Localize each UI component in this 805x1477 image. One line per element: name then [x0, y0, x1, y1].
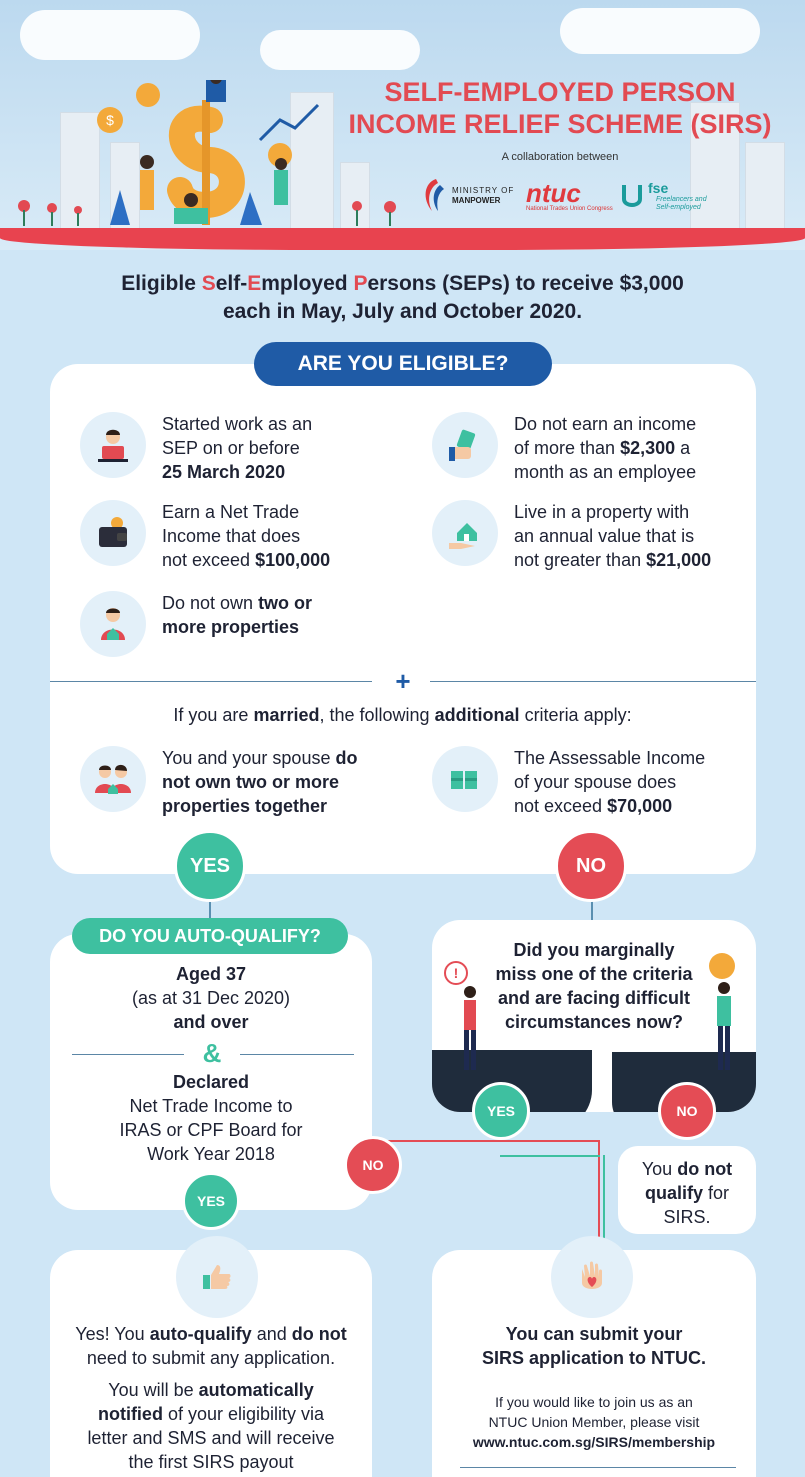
criterion-start-date: Started work as an SEP on or before 25 March 2020	[80, 412, 410, 484]
criterion-spouse-properties: You and your spouse do not own two or more properties together	[80, 746, 410, 818]
laptop-worker-icon	[80, 412, 146, 478]
criterion-annual-value: Live in a property with an annual value that is not greater than $21,000	[432, 500, 762, 572]
hand-heart-icon	[572, 1257, 612, 1297]
no-badge: NO	[555, 830, 627, 902]
intro-line2: each in May, July and October 2020.	[222, 300, 583, 323]
mom-line: MINISTRY OF	[452, 186, 515, 195]
connector-line	[500, 1155, 600, 1157]
criterion-spouse-income: The Assessable Income of your spouse does not exceed $70,000	[432, 746, 762, 818]
eligibility-heading: ARE YOU ELIGIBLE?	[254, 342, 552, 386]
criterion-employee-income: Do not earn an income of more than $2,300 a month as an employee	[432, 412, 762, 484]
marginal-question: Did you marginally miss one of the criteria and are facing difficult circumstances now?	[495, 940, 693, 1032]
divider-line	[430, 681, 756, 682]
fse-subtitle: Freelancers and	[656, 196, 707, 203]
married-note: If you are married, the following additional criteria apply:	[173, 705, 632, 725]
marginal-no-badge: NO	[658, 1082, 716, 1140]
connector-line	[360, 1140, 598, 1142]
svg-text:!: !	[453, 965, 459, 981]
cloud	[560, 8, 760, 54]
building	[745, 142, 785, 232]
thumbs-up-icon	[197, 1257, 237, 1297]
thumbs-up-badge	[176, 1236, 258, 1318]
fse-wordmark: fse	[648, 180, 669, 196]
svg-text:$: $	[106, 112, 114, 128]
marginal-yes-badge: YES	[472, 1082, 530, 1140]
divider-line	[460, 1467, 736, 1468]
title-line: SELF-EMPLOYED PERSON	[384, 77, 736, 107]
title-line: INCOME RELIEF SCHEME (SIRS)	[348, 109, 772, 139]
divider-line	[240, 1054, 354, 1055]
mom-line: MANPOWER	[452, 196, 501, 205]
couple-house-icon	[80, 746, 146, 812]
ntuc-subtitle: National Trades Union Congress	[526, 206, 613, 212]
cloud	[20, 10, 200, 60]
collab-text: A collaboration between	[501, 151, 619, 163]
criterion-properties: Do not own two or more properties	[80, 591, 410, 657]
hand-heart-badge	[551, 1236, 633, 1318]
yes-badge: YES	[174, 830, 246, 902]
submit-heading: You can submit your SIRS application to NTUC.	[481, 1324, 706, 1368]
flowers-illustration	[12, 198, 92, 228]
auto-no-badge: NO	[344, 1136, 402, 1194]
mom-emblem-icon	[418, 177, 448, 215]
criterion-net-trade-income: Earn a Net Trade Income that does not exceed $100,000	[80, 500, 410, 572]
ntuc-wordmark: ntuc	[526, 178, 581, 208]
people-dollar-illustration	[90, 80, 340, 240]
wallet-icon	[80, 500, 146, 566]
house-hand-icon	[432, 500, 498, 566]
membership-link[interactable]: www.ntuc.com.sg/SIRS/membership	[472, 1434, 716, 1450]
header-banner	[0, 0, 805, 250]
plus-icon: +	[395, 666, 411, 696]
fse-subtitle: Self-employed	[656, 204, 701, 211]
flowers-illustration	[345, 198, 415, 228]
divider-line	[50, 681, 372, 682]
fse-emblem-icon	[620, 181, 644, 211]
page-title	[330, 76, 790, 140]
auto-qualify-heading: DO YOU AUTO-QUALIFY?	[72, 918, 348, 954]
money-stack-icon	[432, 746, 498, 812]
membership-note: If you would like to join us as an NTUC Union Member, please visit www.ntuc.com.sg/SIRS/membership	[472, 1394, 716, 1450]
ampersand: &	[202, 1038, 222, 1068]
age-criterion: Aged 37 (as at 31 Dec 2020) and over	[131, 964, 291, 1032]
cloud	[260, 30, 420, 70]
not-qualify-text: You do not qualify for SIRS.	[641, 1159, 733, 1227]
intro-text: Eligible Self-Employed Persons (SEPs) to receive $3,000 each in May, July and October 2020.	[60, 270, 745, 326]
auto-yes-badge: YES	[182, 1172, 240, 1230]
person-house-icon	[80, 591, 146, 657]
divider-line	[72, 1054, 184, 1055]
cash-hand-icon	[432, 412, 498, 478]
red-ground-strip	[0, 228, 805, 250]
declared-criterion: Declared Net Trade Income to IRAS or CPF Board for Work Year 2018	[119, 1072, 303, 1164]
ntuc-logo	[526, 176, 613, 216]
auto-qualify-result-text: Yes! You auto-qualify and do not need to submit any application. You will be automatically notified of your eligibility via letter and SMS and will receive the first SIRS payout	[75, 1324, 347, 1472]
mom-logo	[418, 176, 514, 216]
fse-logo	[620, 176, 707, 216]
